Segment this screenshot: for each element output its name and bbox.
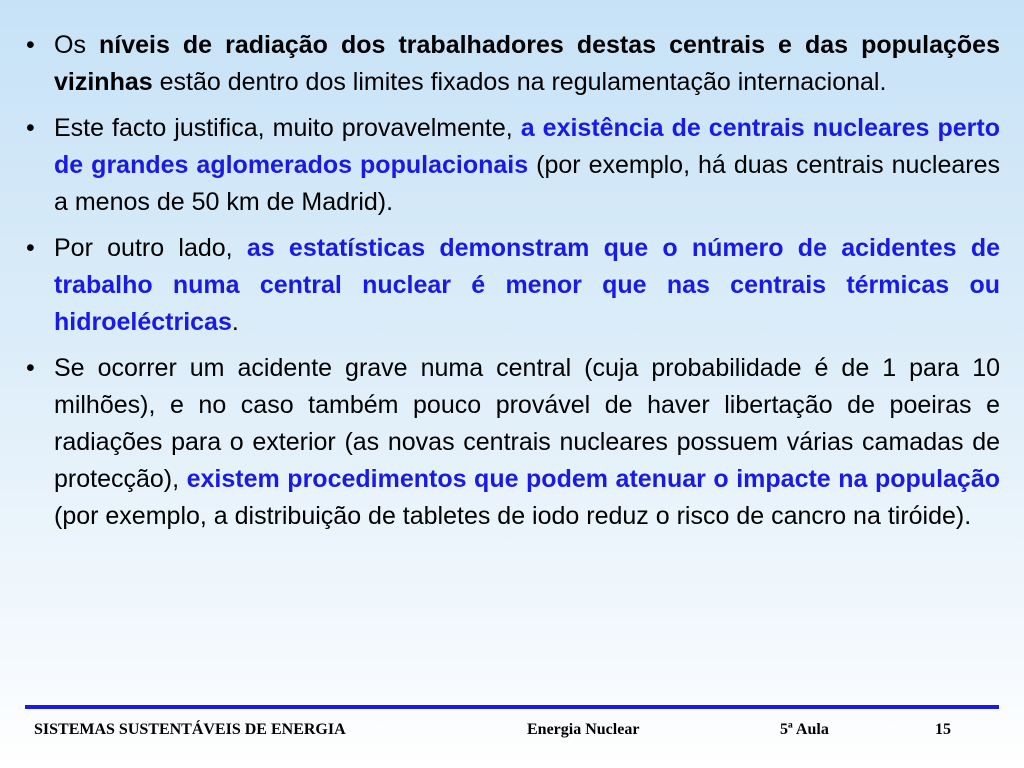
text-segment: Os — [54, 31, 99, 59]
footer-divider — [25, 705, 999, 709]
text-segment: Por outro lado, — [54, 234, 247, 262]
text-segment: (por exemplo, há duas centrais nucleares a menos de 50 km de Madrid). — [54, 151, 1000, 216]
bullet-icon: • — [26, 114, 35, 142]
text-segment: . — [231, 308, 239, 336]
text-segment: (por exemplo, a distribuição de tabletes de iodo reduz o risco de cancro na tiróide). — [54, 502, 972, 530]
text-segment: Se ocorrer um acidente grave numa central (cuja probabilidade é de 1 para 10 milhões), e no caso também pouco provável de haver libertação de poeiras e radiações para o exterior (as novas centrais nucleares possuem várias camadas de protecção), — [54, 354, 1000, 493]
bullet-item-accident-statistics — [24, 230, 1000, 341]
bullet-icon: • — [26, 354, 35, 382]
text-segment: Este facto justifica, muito provavelmente, — [54, 114, 521, 142]
highlight-segment: existem procedimentos que podem atenuar o impacte na população — [186, 465, 1000, 493]
bullet-text — [54, 31, 1000, 96]
bullet-item-population-proximity — [24, 110, 1000, 221]
text-segment: estão dentro dos limites fixados na regulamentação internacional. — [152, 68, 887, 96]
bullet-item-radiation-levels — [24, 27, 1000, 101]
bold-segment: níveis de radiação dos trabalhadores destas centrais e das populações vizinhas — [54, 31, 1000, 96]
footer-lesson: 5ª Aula — [780, 721, 829, 738]
footer-topic: Energia Nuclear — [527, 721, 640, 738]
footer-course-title: SISTEMAS SUSTENTÁVEIS DE ENERGIA — [34, 721, 346, 738]
bullet-text — [54, 354, 1000, 530]
bullet-item-severe-accident — [24, 350, 1000, 535]
bullet-text — [54, 114, 1000, 216]
footer-page-number: 15 — [935, 721, 951, 738]
slide-content — [24, 27, 1000, 544]
bullet-icon: • — [26, 234, 35, 262]
bullet-icon: • — [26, 31, 35, 59]
bullet-text — [54, 234, 1000, 336]
highlight-segment: a existência de centrais nucleares perto de grandes aglomerados populacionais — [54, 114, 1000, 179]
highlight-segment: as estatísticas demonstram que o número de acidentes de trabalho numa central nuclear é menor que nas centrais térmicas ou hidroeléctricas — [54, 234, 1000, 336]
